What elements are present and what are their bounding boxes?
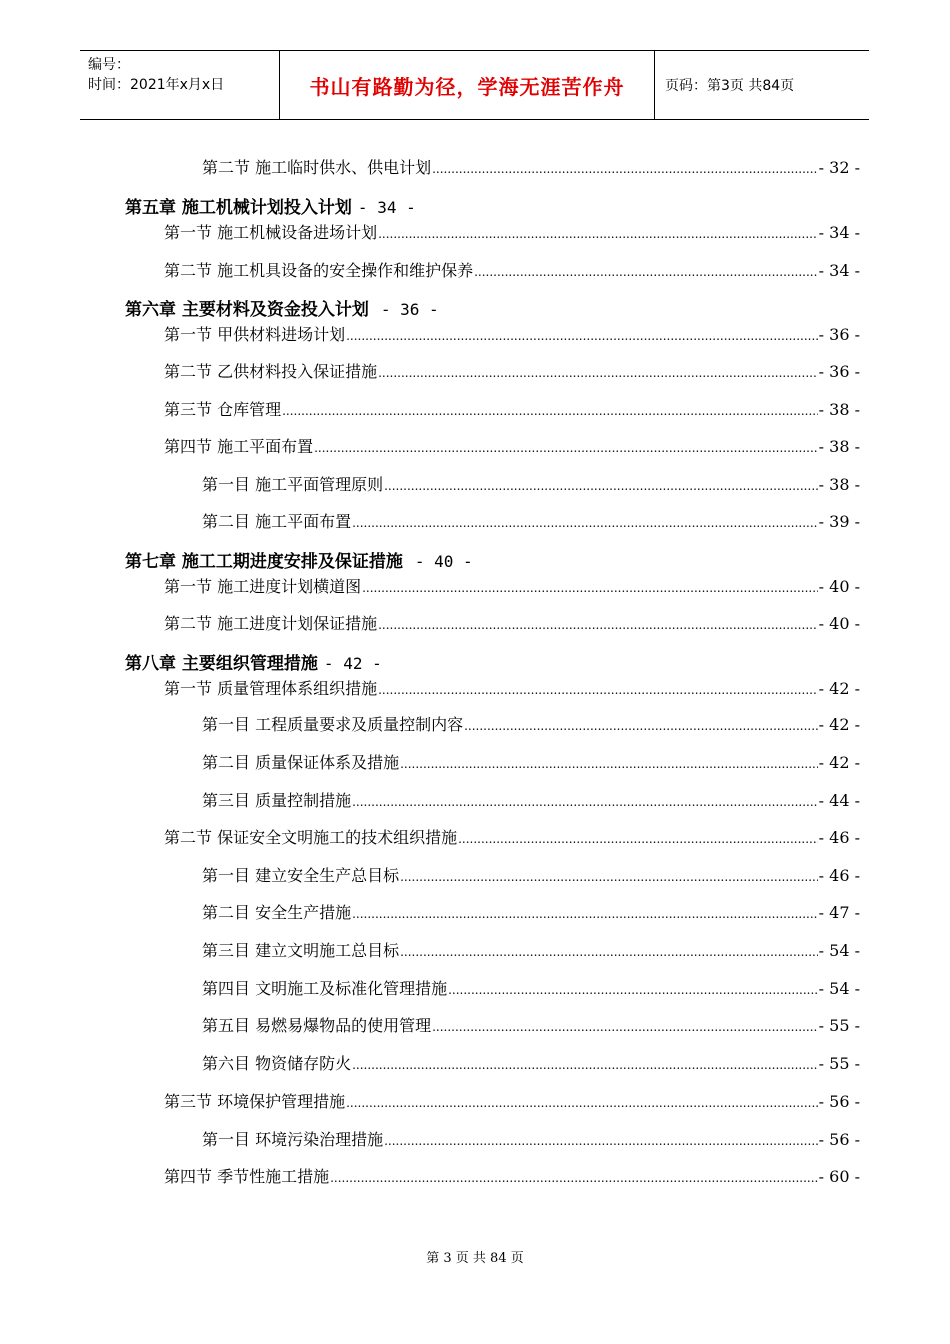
toc-chapter-label: 第八章 主要组织管理措施 bbox=[125, 654, 318, 674]
toc-entry-page: - 40 - bbox=[818, 577, 860, 596]
toc-leader-dots bbox=[384, 479, 818, 493]
toc-entry-page: - 44 - bbox=[818, 791, 860, 810]
toc-entry-page: - 32 - bbox=[818, 158, 860, 177]
header-motto: 书山有路勤为径，学海无涯苦作舟 bbox=[280, 51, 655, 119]
toc-entry-page: - 38 - bbox=[818, 437, 860, 456]
toc-entry-label: 第三目 建立文明施工总目标 bbox=[202, 941, 400, 960]
page-footer: 第 3 页 共 84 页 bbox=[426, 1251, 524, 1266]
toc-leader-dots bbox=[474, 265, 818, 279]
toc-entry-label: 第一目 施工平面管理原则 bbox=[202, 475, 384, 494]
toc-entry[interactable] bbox=[202, 938, 860, 961]
document-date: 时间：2021年x月x日 bbox=[88, 77, 225, 93]
toc-entry[interactable] bbox=[202, 509, 860, 532]
toc-entry[interactable] bbox=[164, 611, 860, 634]
header-page-info: 页码：第3页 共84页 bbox=[665, 78, 795, 94]
toc-entry[interactable] bbox=[202, 863, 860, 886]
toc-entry-page: - 42 - bbox=[818, 715, 860, 734]
toc-entry-label: 第一节 施工进度计划横道图 bbox=[164, 577, 362, 596]
toc-entry[interactable] bbox=[164, 434, 860, 457]
toc-chapter-label: 第六章 主要材料及资金投入计划 bbox=[125, 300, 375, 320]
toc-entry-label: 第二目 安全生产措施 bbox=[202, 903, 352, 922]
toc-leader-dots bbox=[282, 404, 818, 418]
toc-entry-label: 第一目 建立安全生产总目标 bbox=[202, 866, 400, 885]
toc-chapter[interactable] bbox=[125, 295, 439, 320]
toc-entry-page: - 47 - bbox=[818, 903, 860, 922]
toc-entry-page: - 56 - bbox=[818, 1130, 860, 1149]
toc-entry-page: - 42 - bbox=[818, 679, 860, 698]
toc-leader-dots bbox=[432, 1020, 818, 1034]
toc-entry-label: 第一节 甲供材料进场计划 bbox=[164, 325, 346, 344]
toc-entry-page: - 42 - bbox=[818, 753, 860, 772]
toc-entry-label: 第一目 环境污染治理措施 bbox=[202, 1130, 384, 1149]
toc-leader-dots bbox=[352, 907, 818, 921]
toc-entry[interactable] bbox=[164, 825, 860, 848]
toc-entry[interactable] bbox=[164, 676, 860, 699]
toc-entry-label: 第二节 保证安全文明施工的技术组织措施 bbox=[164, 828, 458, 847]
toc-entry[interactable] bbox=[202, 788, 860, 811]
toc-chapter[interactable] bbox=[125, 193, 416, 218]
header-meta bbox=[80, 51, 280, 119]
toc-entry[interactable] bbox=[202, 155, 860, 178]
toc-entry[interactable] bbox=[202, 1051, 860, 1074]
toc-chapter[interactable] bbox=[125, 649, 382, 674]
toc-chapter-page: - 34 - bbox=[357, 198, 416, 217]
toc-leader-dots bbox=[352, 1058, 818, 1072]
toc-entry-label: 第二目 质量保证体系及措施 bbox=[202, 753, 400, 772]
toc-entry-label: 第三节 环境保护管理措施 bbox=[164, 1092, 346, 1111]
toc-leader-dots bbox=[378, 366, 818, 380]
toc-chapter[interactable] bbox=[125, 547, 473, 572]
toc-leader-dots bbox=[378, 683, 818, 697]
toc-entry-label: 第六目 物资储存防火 bbox=[202, 1054, 352, 1073]
toc-leader-dots bbox=[400, 870, 818, 884]
toc-leader-dots bbox=[400, 945, 818, 959]
toc-entry-label: 第三目 质量控制措施 bbox=[202, 791, 352, 810]
toc-leader-dots bbox=[314, 441, 818, 455]
toc-chapter-page: - 42 - bbox=[323, 654, 382, 673]
toc-entry[interactable] bbox=[202, 472, 860, 495]
toc-chapter-page: - 40 - bbox=[414, 552, 473, 571]
toc-leader-dots bbox=[346, 329, 818, 343]
toc-entry[interactable] bbox=[202, 750, 860, 773]
toc-leader-dots bbox=[330, 1171, 818, 1185]
toc-entry[interactable] bbox=[202, 900, 860, 923]
toc-entry[interactable] bbox=[202, 1013, 860, 1036]
toc-entry[interactable] bbox=[164, 1089, 860, 1112]
toc-entry[interactable] bbox=[202, 712, 860, 735]
toc-entry[interactable] bbox=[164, 359, 860, 382]
toc-entry-label: 第四目 文明施工及标准化管理措施 bbox=[202, 979, 448, 998]
toc-entry-page: - 46 - bbox=[818, 866, 860, 885]
toc-entry-page: - 36 - bbox=[818, 362, 860, 381]
toc-entry[interactable] bbox=[164, 397, 860, 420]
toc-entry-page: - 60 - bbox=[818, 1167, 860, 1186]
toc-entry-page: - 55 - bbox=[818, 1016, 860, 1035]
toc-entry-label: 第二目 施工平面布置 bbox=[202, 512, 352, 531]
toc-entry-page: - 38 - bbox=[818, 475, 860, 494]
toc-entry-label: 第一节 质量管理体系组织措施 bbox=[164, 679, 378, 698]
toc-entry-page: - 34 - bbox=[818, 261, 860, 280]
toc-leader-dots bbox=[464, 719, 818, 733]
toc-leader-dots bbox=[352, 795, 818, 809]
toc-entry-page: - 40 - bbox=[818, 614, 860, 633]
toc-entry-label: 第四节 季节性施工措施 bbox=[164, 1167, 330, 1186]
toc-entry[interactable] bbox=[164, 220, 860, 243]
toc-entry[interactable] bbox=[164, 258, 860, 281]
toc-leader-dots bbox=[400, 757, 818, 771]
toc-entry-page: - 39 - bbox=[818, 512, 860, 531]
document-number-label: 编号： bbox=[88, 57, 130, 73]
toc-entry-page: - 38 - bbox=[818, 400, 860, 419]
toc-entry[interactable] bbox=[164, 574, 860, 597]
toc-leader-dots bbox=[378, 618, 818, 632]
toc-chapter-label: 第七章 施工工期进度安排及保证措施 bbox=[125, 552, 409, 572]
toc-entry-label: 第四节 施工平面布置 bbox=[164, 437, 314, 456]
toc-entry-page: - 54 - bbox=[818, 979, 860, 998]
toc-entry-label: 第一节 施工机械设备进场计划 bbox=[164, 223, 378, 242]
page-header bbox=[80, 50, 869, 120]
toc-leader-dots bbox=[346, 1096, 818, 1110]
toc-entry-label: 第五目 易燃易爆物品的使用管理 bbox=[202, 1016, 432, 1035]
toc-leader-dots bbox=[378, 227, 818, 241]
toc-chapter-label: 第五章 施工机械计划投入计划 bbox=[125, 198, 352, 218]
toc-entry-page: - 36 - bbox=[818, 325, 860, 344]
toc-entry[interactable] bbox=[202, 1127, 860, 1150]
toc-entry-label: 第二节 施工机具设备的安全操作和维护保养 bbox=[164, 261, 474, 280]
toc-entry[interactable] bbox=[202, 976, 860, 999]
toc-leader-dots bbox=[352, 516, 818, 530]
toc-entry-page: - 55 - bbox=[818, 1054, 860, 1073]
toc-entry-label: 第二节 乙供材料投入保证措施 bbox=[164, 362, 378, 381]
toc-entry-label: 第二节 施工进度计划保证措施 bbox=[164, 614, 378, 633]
toc-leader-dots bbox=[448, 983, 818, 997]
toc-entry-label: 第三节 仓库管理 bbox=[164, 400, 282, 419]
toc-entry-page: - 56 - bbox=[818, 1092, 860, 1111]
toc-chapter-page: - 36 - bbox=[380, 300, 439, 319]
toc-entry[interactable] bbox=[164, 322, 860, 345]
toc-entry[interactable] bbox=[164, 1164, 860, 1187]
toc-entry-label: 第一目 工程质量要求及质量控制内容 bbox=[202, 715, 464, 734]
toc-leader-dots bbox=[458, 832, 818, 846]
toc-leader-dots bbox=[432, 162, 818, 176]
toc-entry-page: - 34 - bbox=[818, 223, 860, 242]
toc-leader-dots bbox=[384, 1134, 818, 1148]
toc-leader-dots bbox=[362, 581, 818, 595]
toc-entry-page: - 54 - bbox=[818, 941, 860, 960]
toc-entry-label: 第二节 施工临时供水、供电计划 bbox=[202, 158, 432, 177]
toc-entry-page: - 46 - bbox=[818, 828, 860, 847]
